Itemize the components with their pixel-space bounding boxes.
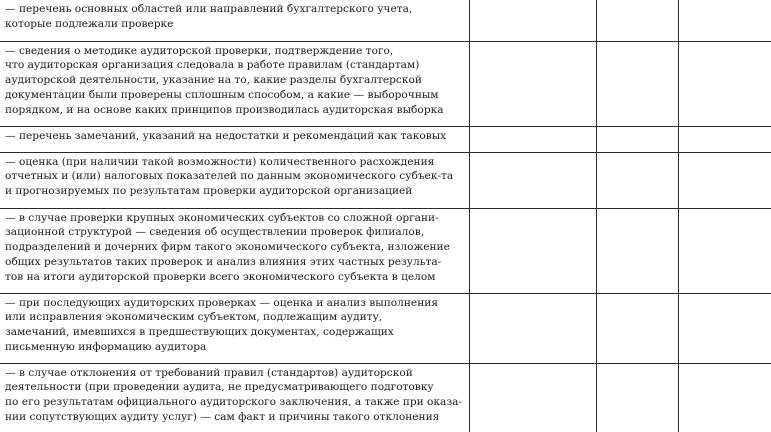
table-row xyxy=(0,363,771,432)
empty-cell xyxy=(678,0,771,41)
empty-cell xyxy=(469,126,596,152)
empty-cell xyxy=(596,363,678,432)
table-row xyxy=(0,0,771,41)
requirement-cell: — при последующих аудиторских проверках — оценка и анализ выполнения или исправления экономическим субъектом, подлежащим аудиту, замечаний, имевшихся в предшествующих документах, содержащих письменную информацию аудитора xyxy=(0,293,469,363)
empty-cell xyxy=(596,293,678,363)
table-row xyxy=(0,126,771,152)
requirement-cell: — сведения о методике аудиторской проверки, подтверждение того, что аудиторская организация следовала в работе правилам (стандартам) аудиторской деятельности, указание на то, какие разделы бухгалтерской документации были проверены сплошным способом, а какие — выборочным порядком, и на основе каких принципов производилась аудиторская выборка xyxy=(0,41,469,126)
empty-cell xyxy=(469,152,596,208)
empty-cell xyxy=(596,41,678,126)
table-row xyxy=(0,293,771,363)
empty-cell xyxy=(469,208,596,293)
empty-cell xyxy=(678,363,771,432)
empty-cell xyxy=(678,208,771,293)
empty-cell xyxy=(596,0,678,41)
empty-cell xyxy=(469,363,596,432)
requirement-cell: — оценка (при наличии такой возможности) количественного расхождения отчетных и (или) налоговых показателей по данным экономического субъек-та и прогнозируемых по результатам проверки аудиторской организацией xyxy=(0,152,469,208)
requirement-cell: — в случае отклонения от требований правил (стандартов) аудиторской деятельности (при проведении аудита, не предусматривающего подготовку по его результатам официального аудиторского заключения, а также при оказа- нии сопутствующих аудиту услуг) — сам факт и причины такого отклонения xyxy=(0,363,469,432)
empty-cell xyxy=(596,208,678,293)
empty-cell xyxy=(469,41,596,126)
empty-cell xyxy=(678,152,771,208)
requirement-cell: — перечень замечаний, указаний на недостатки и рекомендаций как таковых xyxy=(0,126,469,152)
table-row xyxy=(0,208,771,293)
empty-cell xyxy=(469,0,596,41)
empty-cell xyxy=(596,152,678,208)
empty-cell xyxy=(678,126,771,152)
empty-cell xyxy=(596,126,678,152)
requirement-cell: — в случае проверки крупных экономических субъектов со сложной органи- зационной структурой — сведения об осуществлении проверок филиалов, подразделений и дочерних фирм такого экономического субъекта, изложение общих результатов таких проверок и анализ влияния этих частных результа- тов на итоги аудиторской проверки всего экономического субъекта в целом xyxy=(0,208,469,293)
empty-cell xyxy=(469,293,596,363)
empty-cell xyxy=(678,41,771,126)
requirement-cell: — перечень основных областей или направлений бухгалтерского учета, которые подлежали проверке xyxy=(0,0,469,41)
table-row xyxy=(0,41,771,126)
table-row xyxy=(0,152,771,208)
empty-cell xyxy=(678,293,771,363)
